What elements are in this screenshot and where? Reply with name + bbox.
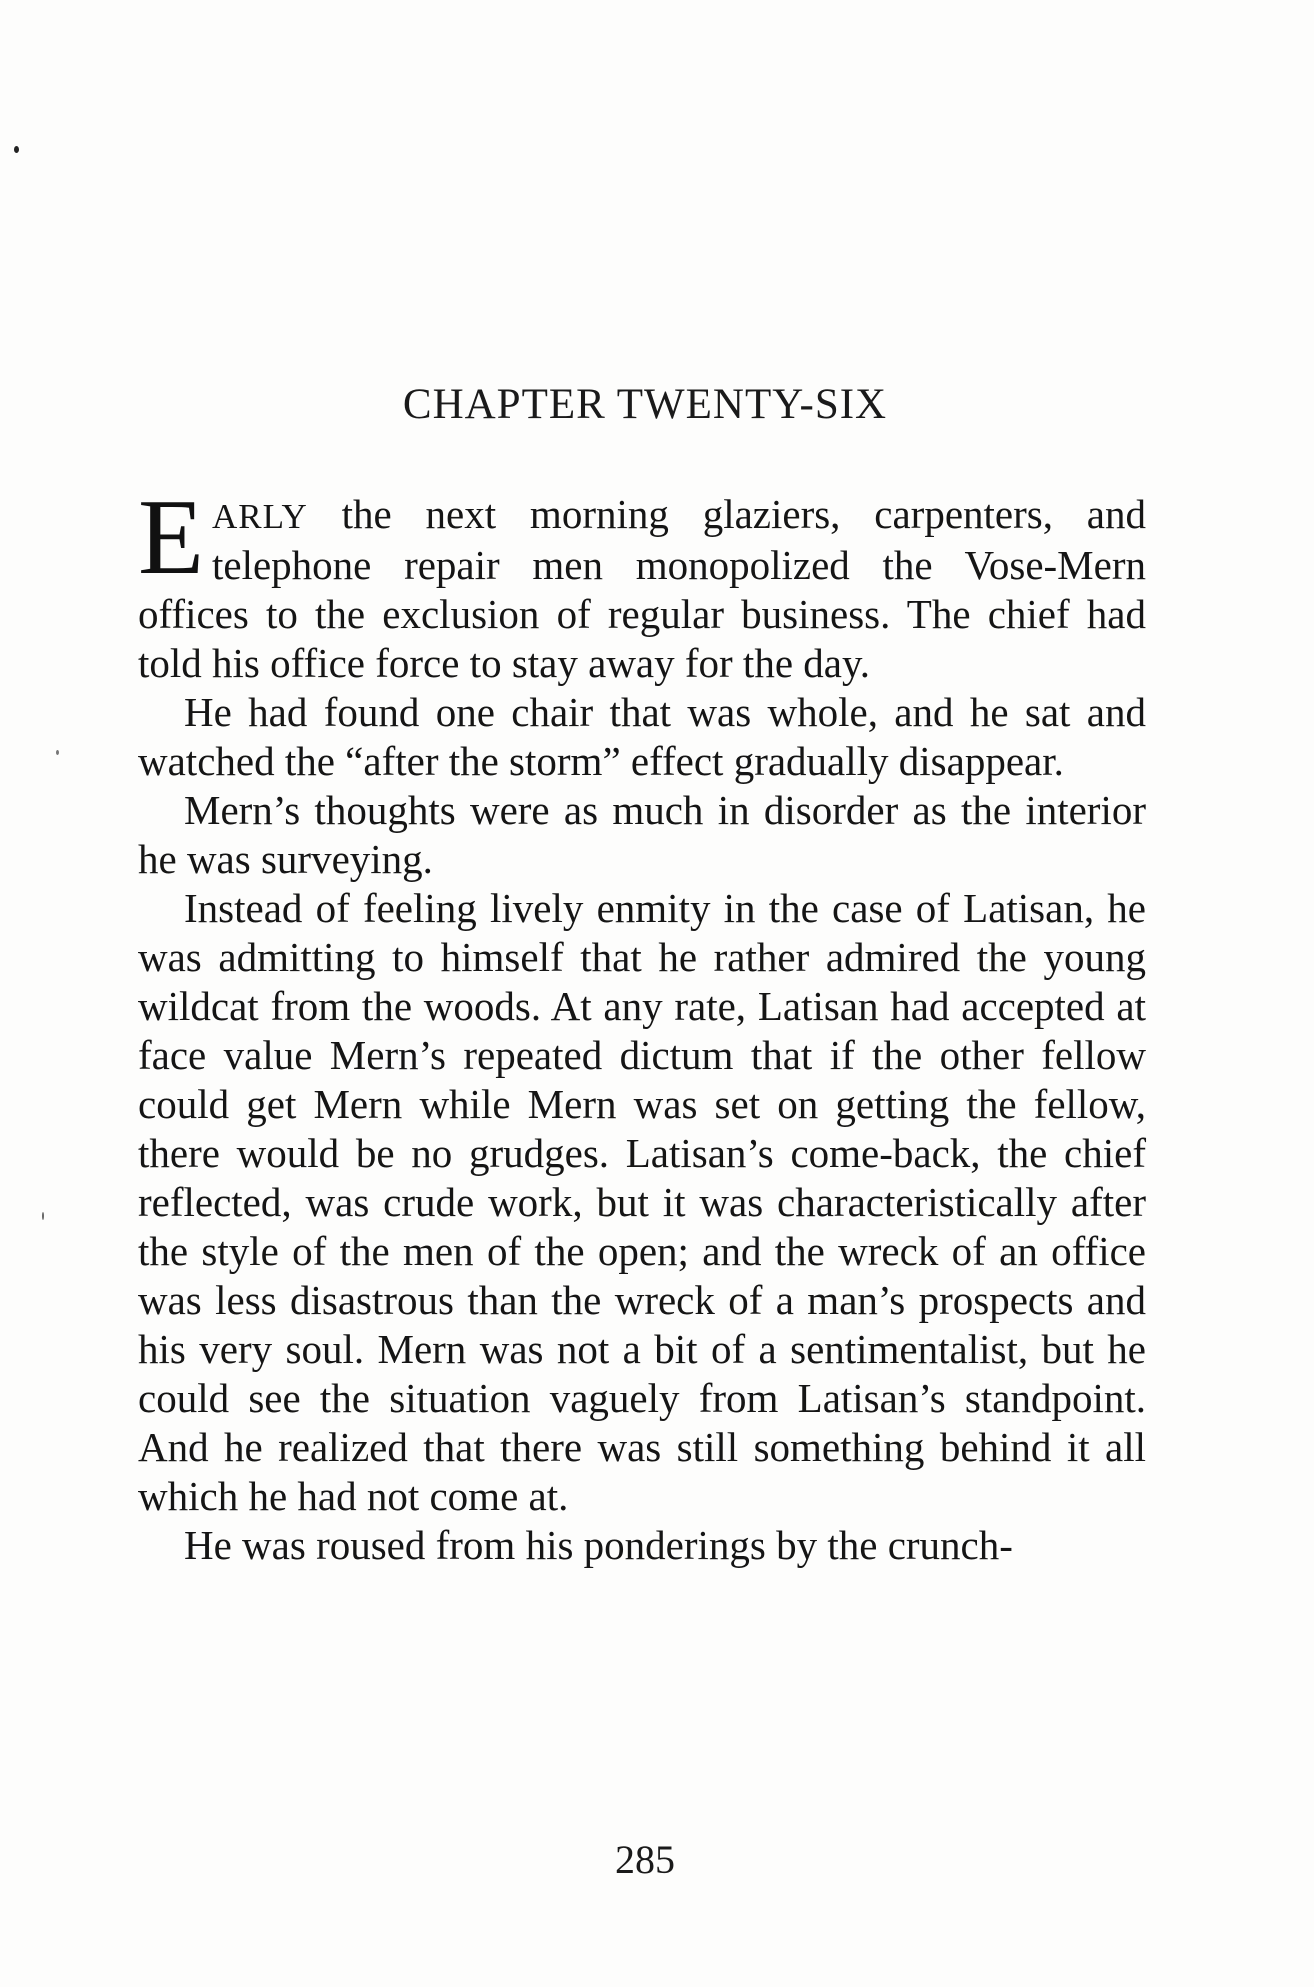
- paragraph-1: [138, 478, 1146, 688]
- paper-speck: [14, 146, 19, 153]
- chapter-title: CHAPTER TWENTY-SIX: [402, 381, 888, 428]
- chapter-body: [138, 478, 1146, 1570]
- opening-smallcaps: ARLY: [211, 497, 308, 536]
- paragraph-4: Instead of feeling lively enmity in the case of Latisan, he was admitting to himself that he rather admired the young wildcat from the woods. At any rate, Latisan had accepted at face value Mern’s repeated dictum that if the other fellow could get Mern while Mern was set on getting the fellow, there would be no grudges. Latisan’s come-back, the chief reflected, was crude work, but it was characteristically after the style of the men of the open; and the wreck of an office was less disastrous than the wreck of a man’s prospects and his very soul. Mern was not a bit of a sentimentalist, but he could see the situation vaguely from Latisan’s standpoint. And he realized that there was still something behind it all which he had not come at.: [138, 885, 1146, 1519]
- page-number: 285: [615, 1837, 675, 1882]
- paragraph-1-text: the next morning glaziers, carpenters, and telephone repair men monopolized the Vose-Mern offices to the exclusion of regular business. The chief had told his office force to stay away for the day.: [138, 491, 1146, 686]
- paper-speck: [56, 750, 59, 755]
- paragraph-5: He was roused from his ponderings by the crunch-: [184, 1522, 1013, 1568]
- paper-speck: [42, 1212, 44, 1220]
- paragraph-2: He had found one chair that was whole, and he sat and watched the “after the storm” effect gradually disappear.: [138, 689, 1146, 784]
- paragraph-3: Mern’s thoughts were as much in disorder as the interior he was surveying.: [138, 787, 1146, 882]
- drop-cap-letter: E: [138, 478, 204, 597]
